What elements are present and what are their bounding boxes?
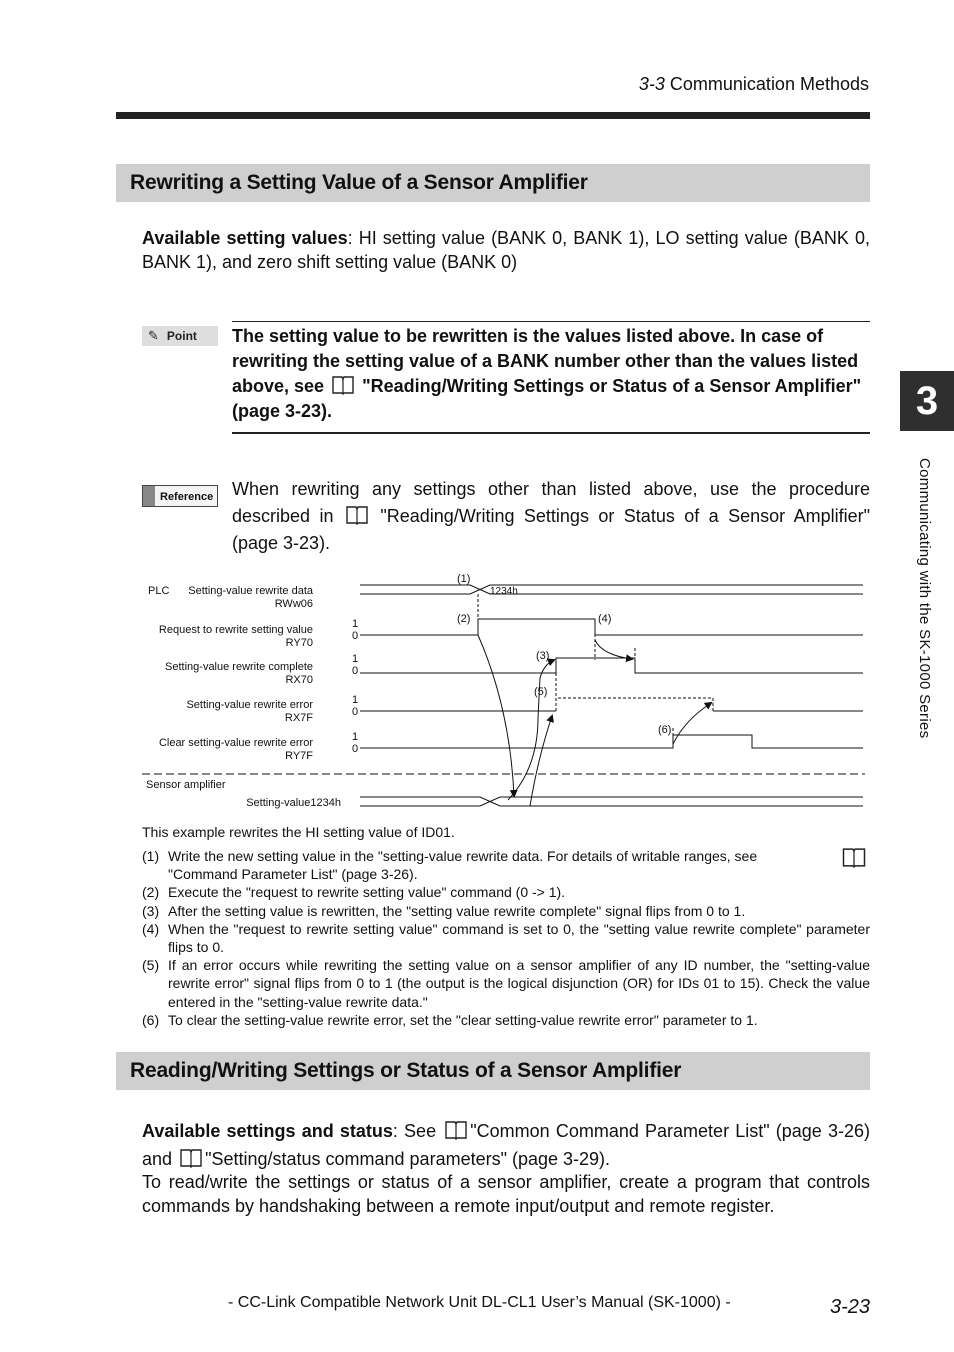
signal-dev-2: RX70 [285,674,313,686]
step-number: (2) [142,884,160,901]
level-hi-4: 1 [352,731,359,743]
step-item [142,1011,870,1029]
step-number: (5) [142,957,160,974]
available-settings-paragraph [142,1117,870,1173]
marker-4: (4) [598,613,612,625]
header-section-title: Communication Methods [664,74,869,94]
level-lo-1: 0 [352,630,359,642]
signal-name-2: Setting-value rewrite complete [165,661,313,673]
example-note: This example rewrites the HI setting value of ID01. [142,824,455,840]
steps-list [142,847,870,1029]
signal-dev-4: RY7F [285,750,313,762]
sensor-line-a [360,797,863,806]
book-icon [332,375,354,395]
available-setting-values-text: : HI setting value (BANK 0, BANK 1), LO setting value (BANK 0, BANK 1), and zero shift setting value (BANK 0) [142,228,870,272]
request-waveform [360,619,863,635]
step-number: (4) [142,920,160,937]
step-text: After the setting value is rewritten, the "setting value rewrite complete" signal flips from 0 to 1. [168,902,746,919]
point-tag-label: Point [166,329,197,343]
reference-tag-bar [143,486,155,506]
complete-waveform [360,658,863,673]
level-hi-1: 1 [352,618,359,630]
point-text-b: "Reading/Writing Settings or Status of a Sensor Amplifier" (page 3-23). [232,376,862,421]
header-rule [116,112,870,119]
marker-1: (1) [457,573,471,585]
pencil-icon: ✎ [148,328,159,343]
arrow-sensor-to-error [530,716,552,806]
section-heading-reading-writing: Reading/Writing Settings or Status of a Sensor Amplifier [116,1052,870,1090]
signal-name-0: Setting-value rewrite data [188,585,313,597]
step-item [142,920,870,956]
sensor-amplifier-label: Sensor amplifier [146,779,226,791]
section-heading-rewriting: Rewriting a Setting Value of a Sensor Amplifier [116,164,870,202]
data-bus-line-b [360,585,863,594]
book-icon [346,505,368,525]
arrow-request-to-complete-off [595,640,632,659]
available-settings-label: Available settings and status [142,1121,393,1141]
header-section-number: 3-3 [638,74,665,94]
clear-waveform [360,735,863,748]
level-lo-2: 0 [352,665,359,677]
sensor-signal-label: Setting-value1234h [246,797,341,809]
signal-dev-3: RX7F [284,712,313,724]
reference-note [232,476,870,557]
available-settings-text-c: "Setting/status command parameters" (page 3-29). [205,1149,611,1169]
reference-text-b: "Reading/Writing Settings or Status of a Sensor Amplifier" (page 3-23). [232,506,870,553]
marker-6: (6) [658,724,672,736]
step-text [168,847,870,883]
step-text-a: Write the new setting value in the "setting-value rewrite data. For details of writable ranges, see [168,848,758,864]
point-tag [142,326,218,346]
sensor-line-b [360,797,863,806]
marker-5: (5) [534,686,548,698]
book-icon [841,847,867,868]
arrow-request-to-sensor [478,635,514,796]
section2-body: To read/write the settings or status of a sensor amplifier, create a program that controls commands by handshaking between a remote input/output and remote register. [142,1172,870,1216]
chapter-side-title: Communicating with the SK-1000 Series [916,458,933,739]
plc-label: PLC [148,585,170,597]
available-settings-text-b: "Common Command Parameter List" (page 3-26) and [142,1121,871,1169]
step-item [142,883,870,901]
book-icon [180,1148,202,1168]
signal-name-1: Request to rewrite setting value [158,624,313,636]
marker-2: (2) [457,613,471,625]
point-text-a: The setting value to be rewritten is the values listed above. In case of rewriting the setting value of a BANK number other than the values listed above, see [232,326,859,396]
signal-dev-0: RWw06 [274,598,313,610]
page-number: 3-23 [829,1296,870,1318]
step-text: Execute the "request to rewrite setting value" command (0 -> 1). [168,884,566,901]
step-number: (3) [142,902,160,919]
reference-tag-label: Reference [160,491,214,503]
data-value-label: 1234h [490,586,518,597]
level-hi-2: 1 [352,653,359,665]
error-waveform-dashed [556,698,713,711]
step-text: When the "request to rewrite setting value" command is set to 0, the "setting value rewrite complete" parameter flips to 0. [168,920,870,956]
step-item [142,847,870,883]
level-lo-3: 0 [352,706,359,718]
marker-3: (3) [536,650,550,662]
available-setting-values-paragraph [142,226,870,274]
step-text: To clear the setting-value rewrite error, set the "clear setting-value rewrite error" parameter to 1. [168,1011,758,1028]
available-settings-text-a: : See [392,1121,437,1141]
running-header [639,74,869,95]
step-number: (1) [142,848,160,864]
signal-name-3: Setting-value rewrite error [186,699,313,711]
data-bus-line-a [360,585,863,594]
footer-manual-title: - CC-Link Compatible Network Unit DL-CL1 User’s Manual (SK-1000) - [228,1294,731,1311]
level-hi-3: 1 [352,694,359,706]
arrow-clear-to-error-off [673,703,711,744]
timing-diagram [140,568,870,816]
step-item [142,956,870,1011]
book-icon [445,1120,467,1140]
step-text-b: "Command Parameter List" (page 3-26). [168,866,418,883]
signal-dev-1: RY70 [285,637,313,649]
available-setting-values-label: Available setting values [142,228,348,248]
level-lo-4: 0 [352,743,359,755]
point-note [232,321,870,434]
chapter-tab: 3 [900,371,954,431]
step-item [142,902,870,920]
signal-name-4: Clear setting-value rewrite error [158,737,313,749]
reference-tag [142,485,218,507]
reference-text-a: When rewriting any settings other than listed above, use the procedure described in [232,479,870,526]
step-number: (6) [142,1011,160,1028]
step-text: If an error occurs while rewriting the setting value on a sensor amplifier of any ID number, the "setting-value rewrite error" signal flips from 0 to 1 (the output is the logical disjunction (OR) for IDs 01 to 15). Check the value entered in the "setting-value rewrite data." [168,957,870,1010]
